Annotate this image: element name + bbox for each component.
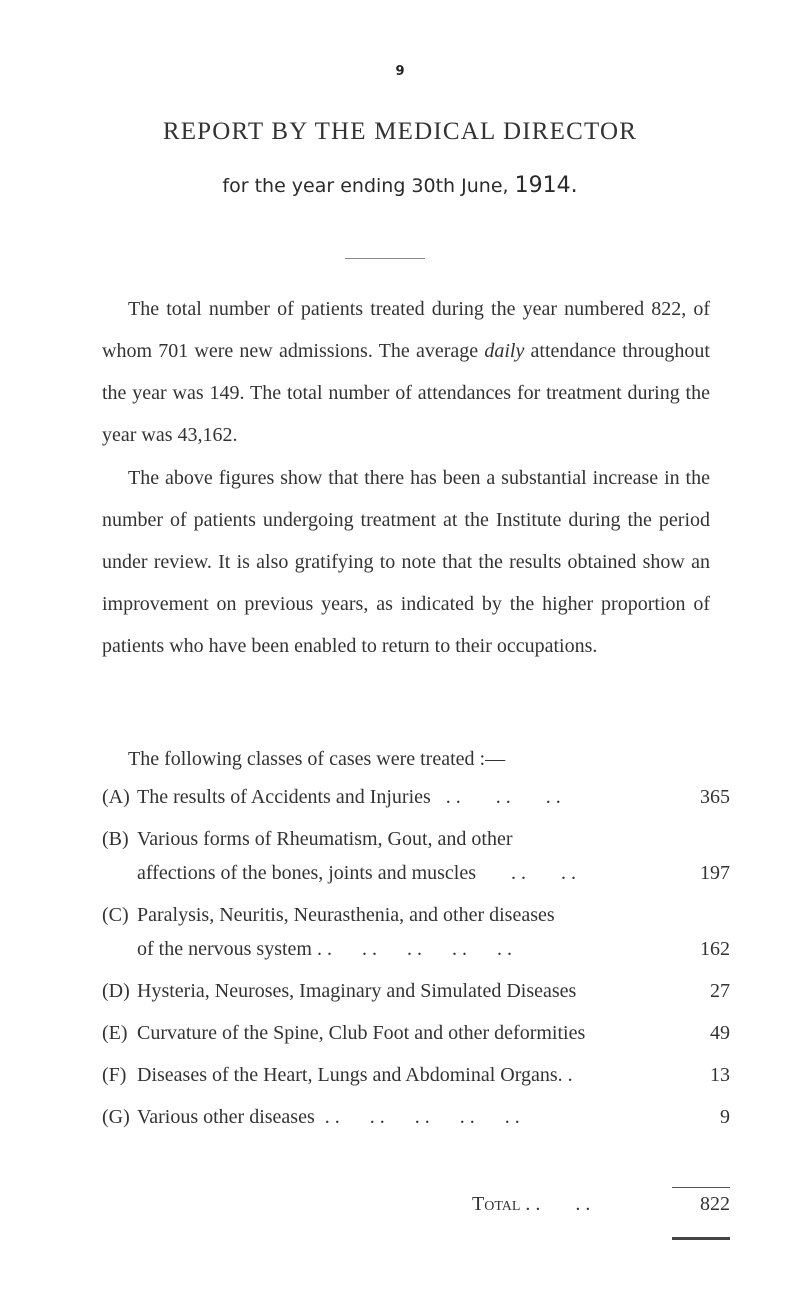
case-description: Diseases of the Heart, Lungs and Abdominal Organs. . xyxy=(137,1064,573,1086)
case-description: Paralysis, Neuritis, Neurasthenia, and other diseases xyxy=(137,904,555,926)
case-count: 365 xyxy=(700,786,730,808)
subtitle-prefix: for the year ending 30th June, xyxy=(222,175,509,197)
case-item-a xyxy=(102,780,730,814)
subtitle-year: 1914. xyxy=(514,173,578,198)
paragraph-patients-summary xyxy=(102,288,710,456)
case-count: 49 xyxy=(710,1022,730,1044)
paragraph-text: attendance throughout the year was 149. The total number of attendances for treatment during the year was 43,162. xyxy=(102,340,710,446)
total-rule-top xyxy=(672,1187,730,1188)
total-label: Total . . . . xyxy=(472,1193,591,1215)
total-rule-bottom xyxy=(672,1237,730,1240)
report-subtitle xyxy=(0,173,800,198)
case-letter: (E) xyxy=(102,1022,128,1044)
paragraph-classes-intro xyxy=(102,738,710,780)
paragraph-text: The above figures show that there has been a substantial increase in the number of patients undergoing treatment at the Institute during the period under review. It is also gratifying to note that the results obtained show an improvement on previous years, as indicated by the higher proportion of patients who have been enabled to return to their occupations. xyxy=(102,467,710,657)
emphasis-daily: daily xyxy=(484,340,525,362)
case-item-c xyxy=(102,898,730,966)
case-letter: (B) xyxy=(102,828,129,850)
cases-list xyxy=(102,780,730,1142)
case-description-continued: affections of the bones, joints and muscles . . . . xyxy=(137,862,577,884)
paragraph-text: The total number of patients treated during the year numbered 822, of whom 701 were new admissions. The average xyxy=(102,298,710,362)
case-count: 197 xyxy=(700,862,730,884)
case-item-d xyxy=(102,974,730,1008)
case-count: 162 xyxy=(700,938,730,960)
case-item-b xyxy=(102,822,730,890)
page-number: 9 xyxy=(395,64,405,79)
report-title: REPORT BY THE MEDICAL DIRECTOR xyxy=(162,118,638,145)
case-letter: (F) xyxy=(102,1064,127,1086)
title-divider xyxy=(345,258,425,259)
total-row xyxy=(472,1193,730,1216)
case-item-f xyxy=(102,1058,730,1092)
case-letter: (D) xyxy=(102,980,130,1002)
case-item-e xyxy=(102,1016,730,1050)
case-description: Various forms of Rheumatism, Gout, and other xyxy=(137,828,513,850)
case-letter: (C) xyxy=(102,904,129,926)
case-description: The results of Accidents and Injuries . . . . . . xyxy=(137,786,561,808)
total-value: 822 xyxy=(700,1193,730,1215)
case-count: 9 xyxy=(720,1106,730,1128)
case-count: 27 xyxy=(710,980,730,1002)
case-count: 13 xyxy=(710,1064,730,1086)
case-description: Curvature of the Spine, Club Foot and other deformities xyxy=(137,1022,586,1044)
case-item-g xyxy=(102,1100,730,1134)
case-description: Hysteria, Neuroses, Imaginary and Simulated Diseases xyxy=(137,980,577,1002)
paragraph-increase xyxy=(102,457,710,667)
case-description-continued: of the nervous system . . . . . . . . . . xyxy=(137,938,512,960)
paragraph-text: The following classes of cases were treated :— xyxy=(128,748,506,770)
case-letter: (G) xyxy=(102,1106,130,1128)
case-letter: (A) xyxy=(102,786,130,808)
case-description: Various other diseases . . . . . . . . . . xyxy=(137,1106,520,1128)
